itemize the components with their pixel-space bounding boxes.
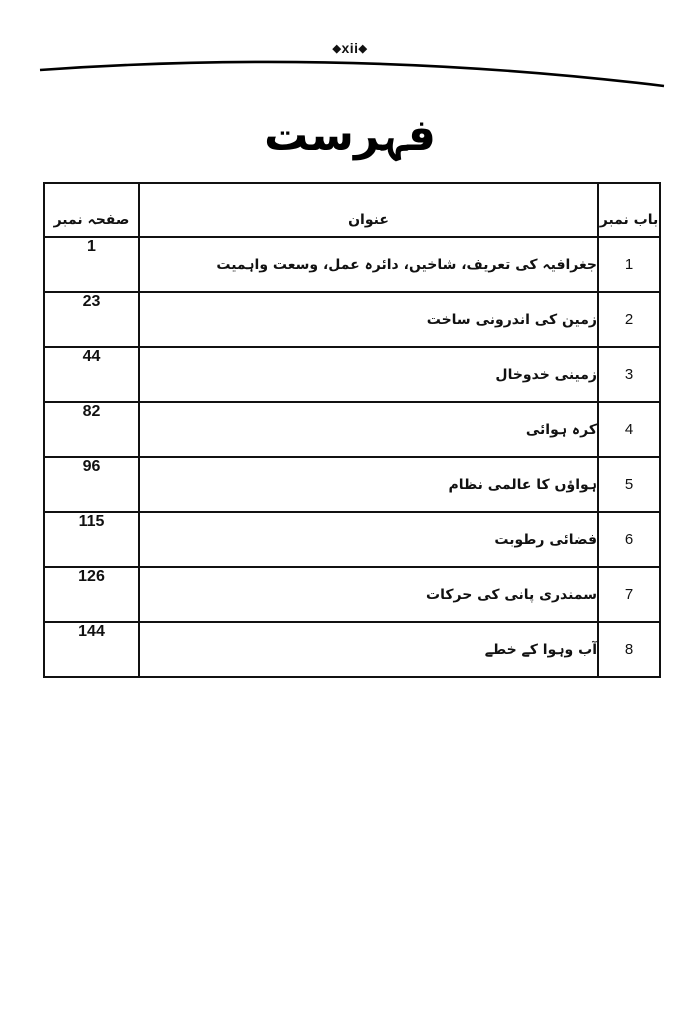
chapter-title: فضائی رطوبت	[139, 512, 598, 567]
chapter-number: 5	[598, 457, 660, 512]
page-reference: 23	[44, 292, 139, 347]
page-reference: 144	[44, 622, 139, 677]
chapter-number: 3	[598, 347, 660, 402]
chapter-title: جغرافیہ کی تعریف، شاخیں، دائرہ عمل، وسعت واہمیت	[139, 237, 598, 292]
table-header-row	[44, 183, 660, 237]
table-row	[44, 347, 660, 402]
chapter-number: 7	[598, 567, 660, 622]
contents-table	[43, 182, 661, 678]
chapter-title: سمندری پانی کی حرکات	[139, 567, 598, 622]
header-page-no: صفحہ نمبر	[44, 183, 139, 237]
table-row	[44, 292, 660, 347]
chapter-title: زمین کی اندرونی ساخت	[139, 292, 598, 347]
table-row	[44, 512, 660, 567]
table-row	[44, 567, 660, 622]
chapter-number: 6	[598, 512, 660, 567]
chapter-title: زمینی خدوخال	[139, 347, 598, 402]
table-row	[44, 622, 660, 677]
header-rule	[0, 52, 700, 92]
left-ornament-icon: ◆	[332, 43, 342, 55]
chapter-title: ہواؤں کا عالمی نظام	[139, 457, 598, 512]
page-title: فہرست	[264, 110, 436, 161]
page-reference: 44	[44, 347, 139, 402]
chapter-number: 4	[598, 402, 660, 457]
page-reference: 1	[44, 237, 139, 292]
chapter-number: 2	[598, 292, 660, 347]
table-row	[44, 402, 660, 457]
header-chapter-no: باب نمبر	[598, 183, 660, 237]
page-number-text: xii	[341, 40, 359, 56]
chapter-number: 8	[598, 622, 660, 677]
chapter-number: 1	[598, 237, 660, 292]
chapter-title: آب وہوا کے خطے	[139, 622, 598, 677]
right-ornament-icon: ◆	[358, 43, 368, 55]
header-topic: عنوان	[139, 183, 598, 237]
page-reference: 115	[44, 512, 139, 567]
page-reference: 82	[44, 402, 139, 457]
table-row	[44, 457, 660, 512]
chapter-title: کرہ ہوائی	[139, 402, 598, 457]
page-reference: 96	[44, 457, 139, 512]
page-reference: 126	[44, 567, 139, 622]
table-row	[44, 237, 660, 292]
